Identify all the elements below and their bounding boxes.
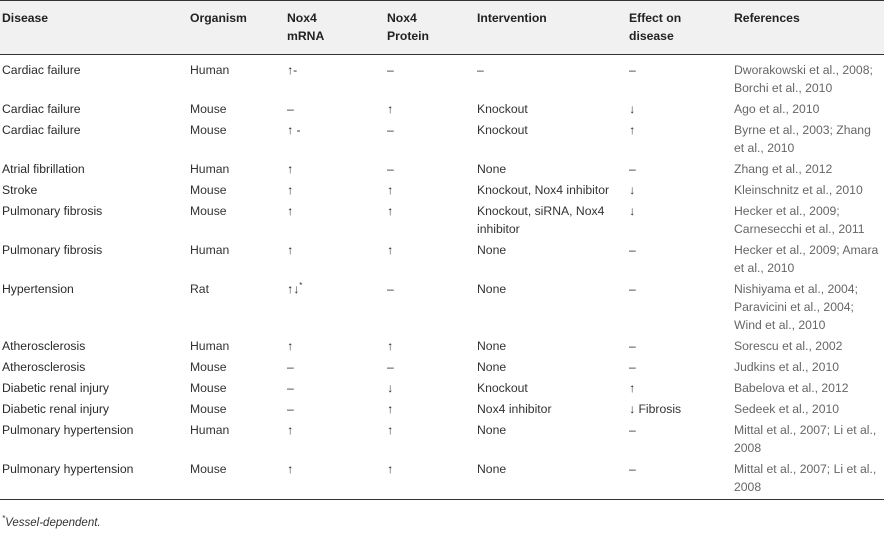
cell-nox4-protein-text: – [387, 360, 394, 374]
cell-effect [629, 158, 734, 179]
header-intervention-label: Intervention [477, 11, 547, 25]
cell-references-text: Babelova et al., 2012 [734, 381, 849, 395]
cell-nox4-protein [387, 335, 477, 356]
cell-nox4-protein [387, 55, 477, 99]
cell-organism-text: Mouse [190, 102, 227, 116]
cell-nox4-protein-text: ↓ [387, 381, 394, 395]
cell-nox4-mrna [287, 55, 387, 99]
cell-effect-text: ↓ Fibrosis [629, 402, 682, 416]
cell-references-text: Sedeek et al., 2010 [734, 402, 840, 416]
cell-references-text: Nishiyama et al., 2004; Paravicini et al., 2004; Wind et al., 2010 [734, 282, 858, 332]
table-row [0, 200, 884, 239]
cell-nox4-protein-text: – [387, 162, 394, 176]
cell-effect [629, 179, 734, 200]
cell-nox4-protein-text: – [387, 123, 394, 137]
cell-nox4-protein [387, 179, 477, 200]
cell-disease-text: Pulmonary hypertension [2, 423, 134, 437]
cell-effect [629, 398, 734, 419]
cell-organism [190, 55, 287, 99]
header-protein-line2: Protein [387, 29, 429, 43]
header-mrna [287, 1, 387, 55]
cell-disease [0, 419, 190, 458]
cell-intervention-text: – [477, 63, 484, 77]
footnote-reference-marker: * [299, 280, 303, 290]
cell-effect [629, 119, 734, 158]
cell-organism-text: Mouse [190, 381, 227, 395]
cell-nox4-mrna-text: ↑↓ [287, 282, 300, 296]
cell-organism [190, 158, 287, 179]
cell-references-text: Mittal et al., 2007; Li et al., 2008 [734, 423, 877, 455]
cell-references-text: Hecker et al., 2009; Carnesecchi et al., 2011 [734, 204, 865, 236]
cell-references-text: Mittal et al., 2007; Li et al., 2008 [734, 462, 877, 494]
cell-intervention [477, 98, 629, 119]
cell-disease-text: Pulmonary fibrosis [2, 243, 103, 257]
cell-references [734, 356, 884, 377]
cell-effect-text: – [629, 63, 636, 77]
cell-nox4-protein-text: – [387, 282, 394, 296]
cell-intervention [477, 158, 629, 179]
table-row [0, 398, 884, 419]
cell-references [734, 119, 884, 158]
cell-organism [190, 200, 287, 239]
cell-references [734, 158, 884, 179]
table-footnote [2, 514, 101, 529]
cell-intervention-text: Knockout [477, 102, 528, 116]
header-intervention [477, 1, 629, 55]
cell-disease-text: Cardiac failure [2, 123, 81, 137]
cell-organism-text: Human [190, 63, 230, 77]
cell-organism-text: Human [190, 243, 230, 257]
cell-effect [629, 239, 734, 278]
cell-intervention-text: Knockout [477, 123, 528, 137]
cell-organism-text: Human [190, 162, 230, 176]
cell-references [734, 98, 884, 119]
cell-nox4-mrna [287, 419, 387, 458]
cell-disease-text: Atherosclerosis [2, 339, 86, 353]
cell-nox4-mrna-text: – [287, 402, 294, 416]
header-effect-line2: disease [629, 29, 674, 43]
cell-nox4-mrna [287, 458, 387, 500]
cell-nox4-mrna-text: ↑ [287, 243, 294, 257]
header-mrna-line1: Nox4 [287, 11, 317, 25]
header-disease-label: Disease [2, 11, 49, 25]
cell-intervention-text: None [477, 282, 507, 296]
cell-references [734, 377, 884, 398]
cell-effect [629, 278, 734, 335]
cell-references-text: Ago et al., 2010 [734, 102, 820, 116]
cell-intervention [477, 119, 629, 158]
cell-intervention-text: Knockout, siRNA, Nox4 inhibitor [477, 204, 605, 236]
cell-disease [0, 398, 190, 419]
table-header [0, 1, 884, 55]
cell-effect-text: – [629, 162, 636, 176]
cell-organism [190, 458, 287, 500]
cell-references-text: Sorescu et al., 2002 [734, 339, 843, 353]
cell-organism-text: Mouse [190, 402, 227, 416]
cell-intervention [477, 55, 629, 99]
cell-nox4-protein [387, 377, 477, 398]
header-mrna-line2: mRNA [287, 29, 325, 43]
cell-effect-text: ↑ [629, 381, 636, 395]
table-row [0, 158, 884, 179]
cell-nox4-mrna-text: – [287, 102, 294, 116]
cell-references [734, 335, 884, 356]
cell-organism-text: Mouse [190, 123, 227, 137]
cell-organism [190, 119, 287, 158]
table-row [0, 419, 884, 458]
cell-intervention-text: None [477, 423, 507, 437]
cell-nox4-protein [387, 419, 477, 458]
cell-disease [0, 55, 190, 99]
header-effect-line1: Effect on [629, 11, 682, 25]
table-body [0, 55, 884, 500]
cell-disease-text: Cardiac failure [2, 102, 81, 116]
cell-references [734, 398, 884, 419]
cell-disease-text: Diabetic renal injury [2, 381, 110, 395]
cell-disease-text: Stroke [2, 183, 38, 197]
cell-references-text: Dworakowski et al., 2008; Borchi et al., 2010 [734, 63, 873, 95]
table-row [0, 356, 884, 377]
cell-intervention-text: None [477, 162, 507, 176]
cell-references-text: Zhang et al., 2012 [734, 162, 833, 176]
cell-disease-text: Diabetic renal injury [2, 402, 110, 416]
cell-intervention-text: None [477, 462, 507, 476]
cell-nox4-mrna-text: ↑ [287, 162, 294, 176]
cell-references [734, 419, 884, 458]
cell-intervention-text: None [477, 360, 507, 374]
cell-organism [190, 179, 287, 200]
cell-references [734, 55, 884, 99]
cell-nox4-protein [387, 200, 477, 239]
cell-references [734, 458, 884, 500]
cell-effect [629, 200, 734, 239]
cell-effect-text: ↓ [629, 183, 636, 197]
cell-disease-text: Atrial fibrillation [2, 162, 85, 176]
cell-nox4-mrna-text: ↑ - [287, 123, 301, 137]
cell-effect-text: – [629, 243, 636, 257]
cell-nox4-mrna-text: ↑ [287, 204, 294, 218]
cell-nox4-mrna [287, 119, 387, 158]
cell-nox4-protein [387, 239, 477, 278]
cell-intervention-text: Knockout, Nox4 inhibitor [477, 183, 610, 197]
header-effect [629, 1, 734, 55]
cell-references [734, 200, 884, 239]
cell-effect [629, 419, 734, 458]
header-row [0, 1, 884, 55]
cell-disease-text: Cardiac failure [2, 63, 81, 77]
table-row [0, 335, 884, 356]
cell-disease-text: Pulmonary hypertension [2, 462, 134, 476]
header-organism-label: Organism [190, 11, 247, 25]
cell-nox4-protein [387, 356, 477, 377]
table-row [0, 119, 884, 158]
cell-nox4-protein-text: ↑ [387, 183, 394, 197]
cell-intervention [477, 335, 629, 356]
cell-disease [0, 458, 190, 500]
cell-nox4-mrna [287, 377, 387, 398]
cell-nox4-mrna [287, 335, 387, 356]
cell-nox4-mrna [287, 98, 387, 119]
cell-effect-text: – [629, 360, 636, 374]
cell-organism [190, 98, 287, 119]
footnote-text: Vessel-dependent. [5, 517, 101, 529]
cell-disease [0, 119, 190, 158]
cell-organism [190, 335, 287, 356]
header-protein [387, 1, 477, 55]
cell-organism [190, 356, 287, 377]
cell-nox4-mrna-text: – [287, 360, 294, 374]
cell-intervention-text: None [477, 243, 507, 257]
header-protein-line1: Nox4 [387, 11, 417, 25]
cell-intervention [477, 419, 629, 458]
cell-effect [629, 335, 734, 356]
table-row [0, 278, 884, 335]
cell-effect-text: – [629, 282, 636, 296]
cell-organism-text: Human [190, 423, 230, 437]
cell-references [734, 239, 884, 278]
cell-disease [0, 98, 190, 119]
cell-nox4-protein-text: ↑ [387, 102, 394, 116]
cell-intervention [477, 179, 629, 200]
cell-organism [190, 377, 287, 398]
cell-organism-text: Mouse [190, 360, 227, 374]
cell-nox4-protein-text: ↑ [387, 339, 394, 353]
cell-disease [0, 377, 190, 398]
cell-disease [0, 278, 190, 335]
cell-nox4-mrna [287, 179, 387, 200]
cell-nox4-mrna [287, 158, 387, 179]
table-row [0, 98, 884, 119]
cell-nox4-mrna [287, 278, 387, 335]
cell-disease-text: Hypertension [2, 282, 74, 296]
cell-disease-text: Pulmonary fibrosis [2, 204, 103, 218]
cell-intervention [477, 200, 629, 239]
cell-organism-text: Mouse [190, 204, 227, 218]
cell-intervention [477, 377, 629, 398]
cell-effect-text: – [629, 462, 636, 476]
cell-organism [190, 278, 287, 335]
header-organism [190, 1, 287, 55]
cell-nox4-mrna [287, 239, 387, 278]
cell-nox4-protein [387, 119, 477, 158]
cell-nox4-mrna-text: ↑ [287, 462, 294, 476]
cell-references [734, 278, 884, 335]
cell-disease-text: Atherosclerosis [2, 360, 86, 374]
cell-effect [629, 377, 734, 398]
header-disease [0, 1, 190, 55]
cell-effect-text: ↓ [629, 204, 636, 218]
cell-references-text: Judkins et al., 2010 [734, 360, 840, 374]
cell-nox4-mrna-text: ↑ [287, 423, 294, 437]
cell-effect-text: ↑ [629, 123, 636, 137]
cell-nox4-protein [387, 278, 477, 335]
table-row [0, 239, 884, 278]
cell-nox4-protein [387, 458, 477, 500]
cell-disease [0, 200, 190, 239]
table-row [0, 458, 884, 500]
cell-nox4-mrna-text: ↑ [287, 339, 294, 353]
cell-intervention [477, 458, 629, 500]
cell-effect [629, 356, 734, 377]
cell-intervention-text: Knockout [477, 381, 528, 395]
cell-nox4-protein-text: ↑ [387, 243, 394, 257]
table-row [0, 55, 884, 99]
cell-nox4-mrna-text: ↑- [287, 63, 298, 77]
cell-disease [0, 179, 190, 200]
cell-intervention [477, 278, 629, 335]
cell-nox4-protein-text: ↑ [387, 423, 394, 437]
cell-intervention [477, 239, 629, 278]
cell-intervention [477, 356, 629, 377]
cell-nox4-mrna [287, 200, 387, 239]
cell-disease [0, 356, 190, 377]
cell-organism [190, 239, 287, 278]
cell-references-text: Kleinschnitz et al., 2010 [734, 183, 863, 197]
table-row [0, 179, 884, 200]
cell-effect [629, 458, 734, 500]
cell-organism-text: Rat [190, 282, 209, 296]
cell-nox4-mrna [287, 356, 387, 377]
cell-intervention-text: Nox4 inhibitor [477, 402, 552, 416]
header-references-label: References [734, 11, 800, 25]
cell-organism [190, 419, 287, 458]
cell-nox4-protein [387, 158, 477, 179]
cell-nox4-protein-text: ↑ [387, 402, 394, 416]
table-row [0, 377, 884, 398]
cell-references [734, 179, 884, 200]
cell-nox4-mrna [287, 398, 387, 419]
header-references [734, 1, 884, 55]
cell-effect-text: ↓ [629, 102, 636, 116]
cell-disease [0, 335, 190, 356]
cell-effect-text: – [629, 423, 636, 437]
cell-nox4-protein [387, 398, 477, 419]
cell-references-text: Hecker et al., 2009; Amara et al., 2010 [734, 243, 879, 275]
cell-effect-text: – [629, 339, 636, 353]
cell-organism-text: Mouse [190, 462, 227, 476]
cell-disease [0, 239, 190, 278]
cell-nox4-mrna-text: ↑ [287, 183, 294, 197]
cell-references-text: Byrne et al., 2003; Zhang et al., 2010 [734, 123, 871, 155]
cell-organism-text: Mouse [190, 183, 227, 197]
cell-intervention [477, 398, 629, 419]
cell-nox4-protein-text: – [387, 63, 394, 77]
cell-intervention-text: None [477, 339, 507, 353]
cell-organism [190, 398, 287, 419]
cell-organism-text: Human [190, 339, 230, 353]
cell-nox4-mrna-text: – [287, 381, 294, 395]
cell-disease [0, 158, 190, 179]
cell-nox4-protein-text: ↑ [387, 204, 394, 218]
cell-effect [629, 98, 734, 119]
cell-nox4-protein-text: ↑ [387, 462, 394, 476]
footnote-marker: * [2, 514, 6, 524]
cell-nox4-protein [387, 98, 477, 119]
cell-effect [629, 55, 734, 99]
